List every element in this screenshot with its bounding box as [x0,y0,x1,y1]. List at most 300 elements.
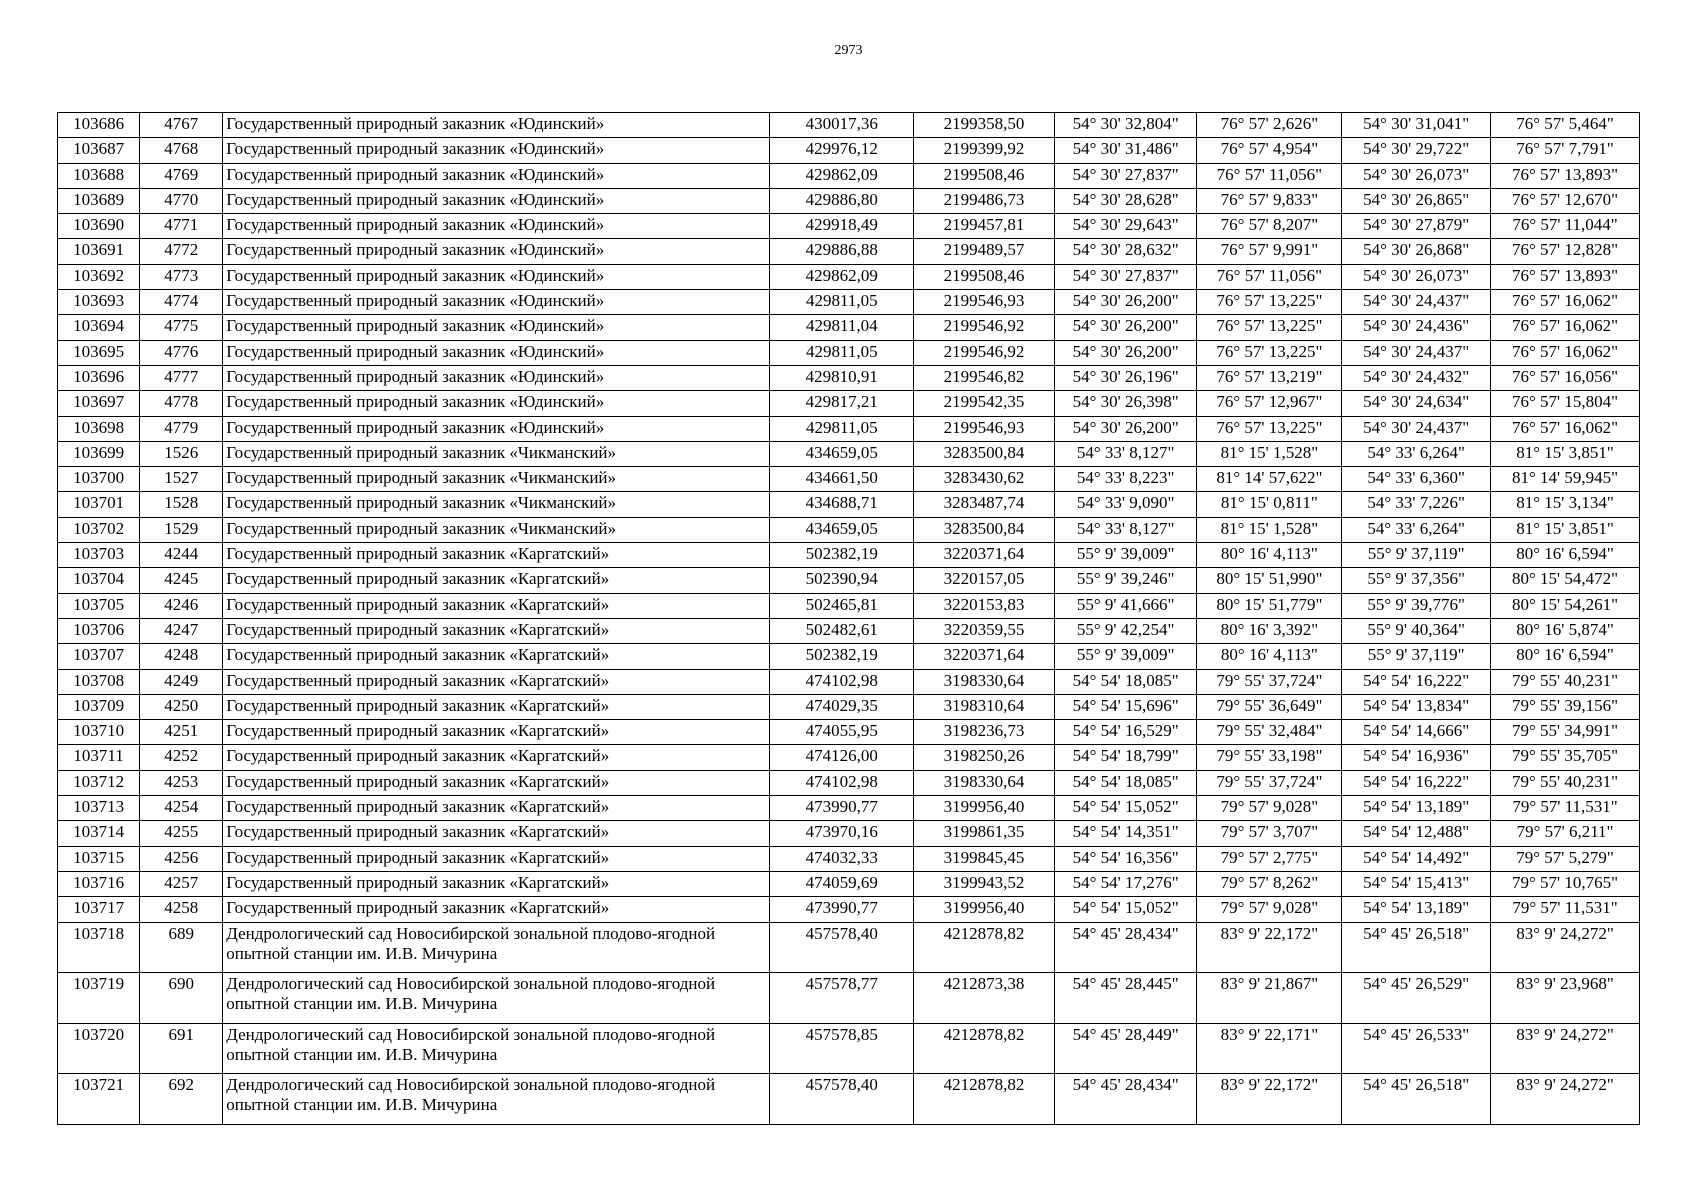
point-number-cell: 4250 [140,694,223,719]
latitude-1-cell: 54° 33' 8,127" [1054,441,1197,466]
table-row [58,163,1640,188]
latitude-2-cell: 54° 33' 6,360" [1342,467,1491,492]
row-number-cell: 103717 [58,897,140,922]
longitude-1-cell: 76° 57' 13,225" [1197,315,1342,340]
point-number-cell: 4772 [140,239,223,264]
table-row [58,264,1640,289]
latitude-2-cell: 54° 30' 24,437" [1342,340,1491,365]
table-row [58,391,1640,416]
latitude-1-cell: 55° 9' 39,009" [1054,543,1197,568]
territory-name-cell: Дендрологический сад Новосибирской зональной плодово-ягодной опытной станции им. И.В. Мичурина [223,922,770,973]
longitude-2-cell: 83° 9' 23,968" [1491,973,1640,1024]
territory-name-cell: Государственный природный заказник «Юдинский» [223,214,770,239]
point-number-cell: 4776 [140,340,223,365]
page-number: 2973 [834,43,863,58]
longitude-2-cell: 79° 55' 34,991" [1491,720,1640,745]
longitude-1-cell: 81° 14' 57,622" [1197,467,1342,492]
point-number-cell: 4245 [140,568,223,593]
coord-x-cell: 429811,05 [770,416,914,441]
longitude-1-cell: 76° 57' 9,991" [1197,239,1342,264]
row-number-cell: 103705 [58,593,140,618]
territory-name-cell: Государственный природный заказник «Юдинский» [223,340,770,365]
latitude-1-cell: 54° 30' 31,486" [1054,138,1197,163]
point-number-cell: 4252 [140,745,223,770]
coord-y-cell: 2199546,93 [914,416,1055,441]
latitude-2-cell: 54° 30' 26,865" [1342,188,1491,213]
latitude-2-cell: 54° 30' 24,634" [1342,391,1491,416]
latitude-2-cell: 54° 54' 13,189" [1342,897,1491,922]
point-number-cell: 4249 [140,669,223,694]
point-number-cell: 4254 [140,796,223,821]
longitude-2-cell: 79° 55' 40,231" [1491,770,1640,795]
coord-x-cell: 429862,09 [770,163,914,188]
latitude-1-cell: 54° 33' 8,223" [1054,467,1197,492]
latitude-1-cell: 54° 30' 27,837" [1054,163,1197,188]
row-number-cell: 103694 [58,315,140,340]
longitude-1-cell: 76° 57' 13,225" [1197,416,1342,441]
longitude-1-cell: 79° 55' 37,724" [1197,669,1342,694]
point-number-cell: 4769 [140,163,223,188]
territory-name-cell: Государственный природный заказник «Чикманский» [223,517,770,542]
coord-y-cell: 3283500,84 [914,517,1055,542]
row-number-cell: 103708 [58,669,140,694]
territory-name-cell: Дендрологический сад Новосибирской зональной плодово-ягодной опытной станции им. И.В. Мичурина [223,1023,770,1074]
longitude-1-cell: 80° 16' 3,392" [1197,618,1342,643]
table-row [58,467,1640,492]
territory-name-cell: Государственный природный заказник «Каргатский» [223,821,770,846]
coord-x-cell: 434661,50 [770,467,914,492]
coord-x-cell: 434688,71 [770,492,914,517]
territory-name-cell: Дендрологический сад Новосибирской зональной плодово-ягодной опытной станции им. И.В. Мичурина [223,973,770,1024]
coord-y-cell: 3220153,83 [914,593,1055,618]
coord-y-cell: 2199508,46 [914,163,1055,188]
latitude-1-cell: 55° 9' 39,009" [1054,644,1197,669]
row-number-cell: 103703 [58,543,140,568]
point-number-cell: 690 [140,973,223,1024]
latitude-2-cell: 54° 54' 16,222" [1342,770,1491,795]
table-row [58,214,1640,239]
latitude-2-cell: 54° 54' 16,936" [1342,745,1491,770]
table-row [58,618,1640,643]
longitude-2-cell: 79° 55' 35,705" [1491,745,1640,770]
territory-name-cell: Государственный природный заказник «Юдинский» [223,113,770,138]
table-row [58,517,1640,542]
coord-y-cell: 3199956,40 [914,897,1055,922]
coord-x-cell: 502465,81 [770,593,914,618]
coord-x-cell: 429886,80 [770,188,914,213]
latitude-2-cell: 55° 9' 37,356" [1342,568,1491,593]
coord-y-cell: 4212878,82 [914,1074,1055,1125]
table-row [58,492,1640,517]
longitude-2-cell: 80° 15' 54,472" [1491,568,1640,593]
longitude-2-cell: 81° 15' 3,134" [1491,492,1640,517]
latitude-2-cell: 55° 9' 37,119" [1342,543,1491,568]
longitude-2-cell: 76° 57' 12,828" [1491,239,1640,264]
latitude-2-cell: 54° 54' 15,413" [1342,871,1491,896]
latitude-2-cell: 54° 30' 29,722" [1342,138,1491,163]
coord-x-cell: 502382,19 [770,543,914,568]
longitude-1-cell: 76° 57' 13,225" [1197,290,1342,315]
table-row [58,694,1640,719]
territory-name-cell: Государственный природный заказник «Юдинский» [223,290,770,315]
longitude-2-cell: 80° 16' 5,874" [1491,618,1640,643]
latitude-1-cell: 54° 30' 32,804" [1054,113,1197,138]
longitude-2-cell: 79° 57' 11,531" [1491,796,1640,821]
coord-y-cell: 3220371,64 [914,644,1055,669]
territory-name-cell: Государственный природный заказник «Юдинский» [223,391,770,416]
latitude-1-cell: 54° 30' 26,398" [1054,391,1197,416]
longitude-2-cell: 76° 57' 16,062" [1491,290,1640,315]
coord-x-cell: 429810,91 [770,365,914,390]
row-number-cell: 103719 [58,973,140,1024]
longitude-2-cell: 79° 55' 39,156" [1491,694,1640,719]
latitude-2-cell: 54° 33' 6,264" [1342,517,1491,542]
coord-y-cell: 4212878,82 [914,922,1055,973]
table-row [58,290,1640,315]
coord-y-cell: 3283487,74 [914,492,1055,517]
longitude-1-cell: 76° 57' 13,225" [1197,340,1342,365]
table-row [58,441,1640,466]
latitude-1-cell: 55° 9' 42,254" [1054,618,1197,643]
longitude-2-cell: 76° 57' 16,062" [1491,340,1640,365]
longitude-2-cell: 83° 9' 24,272" [1491,1074,1640,1125]
coord-x-cell: 429811,04 [770,315,914,340]
longitude-1-cell: 76° 57' 12,967" [1197,391,1342,416]
point-number-cell: 4246 [140,593,223,618]
point-number-cell: 4247 [140,618,223,643]
longitude-2-cell: 79° 57' 11,531" [1491,897,1640,922]
territory-name-cell: Государственный природный заказник «Каргатский» [223,846,770,871]
longitude-1-cell: 79° 55' 33,198" [1197,745,1342,770]
point-number-cell: 4253 [140,770,223,795]
row-number-cell: 103696 [58,365,140,390]
point-number-cell: 1529 [140,517,223,542]
point-number-cell: 689 [140,922,223,973]
row-number-cell: 103702 [58,517,140,542]
point-number-cell: 4771 [140,214,223,239]
row-number-cell: 103699 [58,441,140,466]
latitude-1-cell: 54° 30' 26,196" [1054,365,1197,390]
latitude-1-cell: 54° 54' 17,276" [1054,871,1197,896]
territory-name-cell: Государственный природный заказник «Юдинский» [223,315,770,340]
row-number-cell: 103707 [58,644,140,669]
latitude-2-cell: 54° 30' 24,437" [1342,416,1491,441]
coord-y-cell: 2199546,92 [914,315,1055,340]
longitude-2-cell: 79° 57' 5,279" [1491,846,1640,871]
latitude-2-cell: 55° 9' 37,119" [1342,644,1491,669]
coord-y-cell: 2199457,81 [914,214,1055,239]
longitude-2-cell: 81° 15' 3,851" [1491,441,1640,466]
longitude-1-cell: 81° 15' 0,811" [1197,492,1342,517]
coord-x-cell: 429862,09 [770,264,914,289]
longitude-2-cell: 79° 57' 10,765" [1491,871,1640,896]
longitude-1-cell: 79° 55' 36,649" [1197,694,1342,719]
longitude-1-cell: 83° 9' 22,172" [1197,1074,1342,1125]
latitude-1-cell: 54° 33' 9,090" [1054,492,1197,517]
longitude-1-cell: 81° 15' 1,528" [1197,441,1342,466]
longitude-2-cell: 76° 57' 16,062" [1491,315,1640,340]
coord-y-cell: 3199956,40 [914,796,1055,821]
point-number-cell: 4257 [140,871,223,896]
coord-y-cell: 3198330,64 [914,669,1055,694]
longitude-2-cell: 76° 57' 13,893" [1491,163,1640,188]
longitude-1-cell: 79° 57' 9,028" [1197,897,1342,922]
coord-x-cell: 474032,33 [770,846,914,871]
longitude-2-cell: 81° 14' 59,945" [1491,467,1640,492]
coord-x-cell: 473990,77 [770,796,914,821]
coord-x-cell: 473970,16 [770,821,914,846]
latitude-2-cell: 54° 30' 24,432" [1342,365,1491,390]
latitude-2-cell: 54° 45' 26,533" [1342,1023,1491,1074]
coord-y-cell: 2199486,73 [914,188,1055,213]
latitude-1-cell: 54° 45' 28,434" [1054,1074,1197,1125]
point-number-cell: 4767 [140,113,223,138]
longitude-2-cell: 76° 57' 5,464" [1491,113,1640,138]
point-number-cell: 691 [140,1023,223,1074]
table-row [58,1023,1640,1074]
coord-y-cell: 3199845,45 [914,846,1055,871]
row-number-cell: 103711 [58,745,140,770]
latitude-2-cell: 54° 54' 16,222" [1342,669,1491,694]
coord-y-cell: 3198330,64 [914,770,1055,795]
latitude-1-cell: 54° 54' 16,529" [1054,720,1197,745]
territory-name-cell: Государственный природный заказник «Юдинский» [223,365,770,390]
latitude-2-cell: 54° 45' 26,518" [1342,1074,1491,1125]
coord-x-cell: 430017,36 [770,113,914,138]
longitude-2-cell: 79° 57' 6,211" [1491,821,1640,846]
coord-y-cell: 3220157,05 [914,568,1055,593]
point-number-cell: 4779 [140,416,223,441]
coord-x-cell: 429886,88 [770,239,914,264]
coord-x-cell: 429811,05 [770,290,914,315]
point-number-cell: 1528 [140,492,223,517]
coord-y-cell: 3283430,62 [914,467,1055,492]
coord-y-cell: 3198310,64 [914,694,1055,719]
coord-x-cell: 429817,21 [770,391,914,416]
coord-x-cell: 457578,40 [770,1074,914,1125]
latitude-2-cell: 54° 45' 26,529" [1342,973,1491,1024]
longitude-1-cell: 83° 9' 21,867" [1197,973,1342,1024]
table-row [58,113,1640,138]
coord-y-cell: 2199542,35 [914,391,1055,416]
territory-name-cell: Государственный природный заказник «Каргатский» [223,897,770,922]
point-number-cell: 4251 [140,720,223,745]
coord-y-cell: 3283500,84 [914,441,1055,466]
longitude-2-cell: 76° 57' 13,893" [1491,264,1640,289]
longitude-1-cell: 76° 57' 4,954" [1197,138,1342,163]
point-number-cell: 4777 [140,365,223,390]
latitude-2-cell: 55° 9' 40,364" [1342,618,1491,643]
row-number-cell: 103710 [58,720,140,745]
row-number-cell: 103700 [58,467,140,492]
table-row [58,188,1640,213]
coord-y-cell: 2199508,46 [914,264,1055,289]
latitude-1-cell: 54° 30' 27,837" [1054,264,1197,289]
latitude-1-cell: 54° 30' 29,643" [1054,214,1197,239]
latitude-1-cell: 54° 54' 16,356" [1054,846,1197,871]
point-number-cell: 4256 [140,846,223,871]
longitude-1-cell: 80° 16' 4,113" [1197,644,1342,669]
longitude-1-cell: 83° 9' 22,171" [1197,1023,1342,1074]
latitude-2-cell: 54° 54' 13,834" [1342,694,1491,719]
longitude-2-cell: 76° 57' 16,062" [1491,416,1640,441]
latitude-2-cell: 54° 30' 27,879" [1342,214,1491,239]
latitude-2-cell: 54° 33' 7,226" [1342,492,1491,517]
point-number-cell: 4774 [140,290,223,315]
table-row [58,568,1640,593]
longitude-2-cell: 80° 16' 6,594" [1491,543,1640,568]
row-number-cell: 103689 [58,188,140,213]
row-number-cell: 103718 [58,922,140,973]
row-number-cell: 103692 [58,264,140,289]
latitude-1-cell: 54° 54' 18,085" [1054,770,1197,795]
point-number-cell: 4778 [140,391,223,416]
point-number-cell: 4244 [140,543,223,568]
longitude-1-cell: 81° 15' 1,528" [1197,517,1342,542]
table-row [58,340,1640,365]
longitude-1-cell: 76° 57' 9,833" [1197,188,1342,213]
latitude-1-cell: 54° 30' 28,628" [1054,188,1197,213]
point-number-cell: 1527 [140,467,223,492]
row-number-cell: 103687 [58,138,140,163]
latitude-1-cell: 54° 30' 26,200" [1054,416,1197,441]
longitude-2-cell: 76° 57' 16,056" [1491,365,1640,390]
longitude-1-cell: 76° 57' 2,626" [1197,113,1342,138]
territory-name-cell: Государственный природный заказник «Каргатский» [223,694,770,719]
table-row [58,593,1640,618]
longitude-2-cell: 76° 57' 7,791" [1491,138,1640,163]
longitude-1-cell: 76° 57' 8,207" [1197,214,1342,239]
longitude-1-cell: 79° 57' 8,262" [1197,871,1342,896]
row-number-cell: 103698 [58,416,140,441]
table-row [58,416,1640,441]
latitude-1-cell: 55° 9' 41,666" [1054,593,1197,618]
coord-x-cell: 474102,98 [770,770,914,795]
territory-name-cell: Государственный природный заказник «Юдинский» [223,239,770,264]
latitude-2-cell: 54° 30' 24,436" [1342,315,1491,340]
latitude-2-cell: 54° 30' 26,073" [1342,264,1491,289]
row-number-cell: 103688 [58,163,140,188]
longitude-1-cell: 79° 57' 3,707" [1197,821,1342,846]
table-row [58,315,1640,340]
territory-name-cell: Дендрологический сад Новосибирской зональной плодово-ягодной опытной станции им. И.В. Мичурина [223,1074,770,1125]
territory-name-cell: Государственный природный заказник «Юдинский» [223,163,770,188]
table-row [58,973,1640,1024]
row-number-cell: 103686 [58,113,140,138]
coord-y-cell: 4212878,82 [914,1023,1055,1074]
row-number-cell: 103691 [58,239,140,264]
longitude-2-cell: 83° 9' 24,272" [1491,1023,1640,1074]
coord-x-cell: 457578,85 [770,1023,914,1074]
row-number-cell: 103712 [58,770,140,795]
territory-name-cell: Государственный природный заказник «Каргатский» [223,644,770,669]
latitude-1-cell: 54° 33' 8,127" [1054,517,1197,542]
latitude-2-cell: 54° 30' 24,437" [1342,290,1491,315]
coord-y-cell: 3220359,55 [914,618,1055,643]
latitude-1-cell: 54° 45' 28,445" [1054,973,1197,1024]
table-row [58,669,1640,694]
point-number-cell: 4770 [140,188,223,213]
coord-x-cell: 429918,49 [770,214,914,239]
latitude-2-cell: 54° 54' 13,189" [1342,796,1491,821]
coord-x-cell: 474055,95 [770,720,914,745]
row-number-cell: 103706 [58,618,140,643]
latitude-2-cell: 54° 33' 6,264" [1342,441,1491,466]
point-number-cell: 4775 [140,315,223,340]
coord-y-cell: 3198236,73 [914,720,1055,745]
point-number-cell: 4248 [140,644,223,669]
row-number-cell: 103715 [58,846,140,871]
coord-x-cell: 457578,40 [770,922,914,973]
territory-name-cell: Государственный природный заказник «Юдинский» [223,138,770,163]
territory-name-cell: Государственный природный заказник «Юдинский» [223,264,770,289]
latitude-1-cell: 54° 54' 15,052" [1054,897,1197,922]
point-number-cell: 1526 [140,441,223,466]
coord-x-cell: 502390,94 [770,568,914,593]
coord-y-cell: 3220371,64 [914,543,1055,568]
territory-name-cell: Государственный природный заказник «Каргатский» [223,745,770,770]
latitude-2-cell: 54° 54' 14,492" [1342,846,1491,871]
territory-name-cell: Государственный природный заказник «Юдинский» [223,188,770,213]
table-row [58,365,1640,390]
territory-name-cell: Государственный природный заказник «Каргатский» [223,871,770,896]
longitude-1-cell: 76° 57' 13,219" [1197,365,1342,390]
latitude-1-cell: 54° 30' 26,200" [1054,340,1197,365]
coord-x-cell: 474126,00 [770,745,914,770]
table-body [58,113,1640,1125]
coord-x-cell: 502382,19 [770,644,914,669]
latitude-1-cell: 54° 54' 18,799" [1054,745,1197,770]
latitude-1-cell: 54° 54' 14,351" [1054,821,1197,846]
table-row [58,644,1640,669]
row-number-cell: 103690 [58,214,140,239]
territory-name-cell: Государственный природный заказник «Каргатский» [223,593,770,618]
row-number-cell: 103716 [58,871,140,896]
longitude-1-cell: 80° 15' 51,990" [1197,568,1342,593]
territory-name-cell: Государственный природный заказник «Чикманский» [223,492,770,517]
longitude-1-cell: 79° 57' 2,775" [1197,846,1342,871]
coordinates-table [57,112,1640,1125]
longitude-2-cell: 80° 15' 54,261" [1491,593,1640,618]
table-row [58,871,1640,896]
territory-name-cell: Государственный природный заказник «Каргатский» [223,720,770,745]
latitude-2-cell: 54° 54' 14,666" [1342,720,1491,745]
latitude-2-cell: 54° 30' 31,041" [1342,113,1491,138]
longitude-1-cell: 83° 9' 22,172" [1197,922,1342,973]
point-number-cell: 4768 [140,138,223,163]
coord-y-cell: 3198250,26 [914,745,1055,770]
longitude-2-cell: 80° 16' 6,594" [1491,644,1640,669]
coord-y-cell: 2199546,93 [914,290,1055,315]
table-row [58,543,1640,568]
row-number-cell: 103714 [58,821,140,846]
longitude-1-cell: 80° 16' 4,113" [1197,543,1342,568]
coord-x-cell: 434659,05 [770,441,914,466]
row-number-cell: 103720 [58,1023,140,1074]
territory-name-cell: Государственный природный заказник «Чикманский» [223,467,770,492]
latitude-1-cell: 54° 30' 26,200" [1054,315,1197,340]
table-row [58,720,1640,745]
territory-name-cell: Государственный природный заказник «Каргатский» [223,770,770,795]
longitude-2-cell: 76° 57' 11,044" [1491,214,1640,239]
longitude-1-cell: 79° 55' 32,484" [1197,720,1342,745]
coord-x-cell: 474102,98 [770,669,914,694]
table-row [58,239,1640,264]
point-number-cell: 4255 [140,821,223,846]
longitude-1-cell: 79° 57' 9,028" [1197,796,1342,821]
longitude-2-cell: 76° 57' 15,804" [1491,391,1640,416]
coord-y-cell: 2199358,50 [914,113,1055,138]
